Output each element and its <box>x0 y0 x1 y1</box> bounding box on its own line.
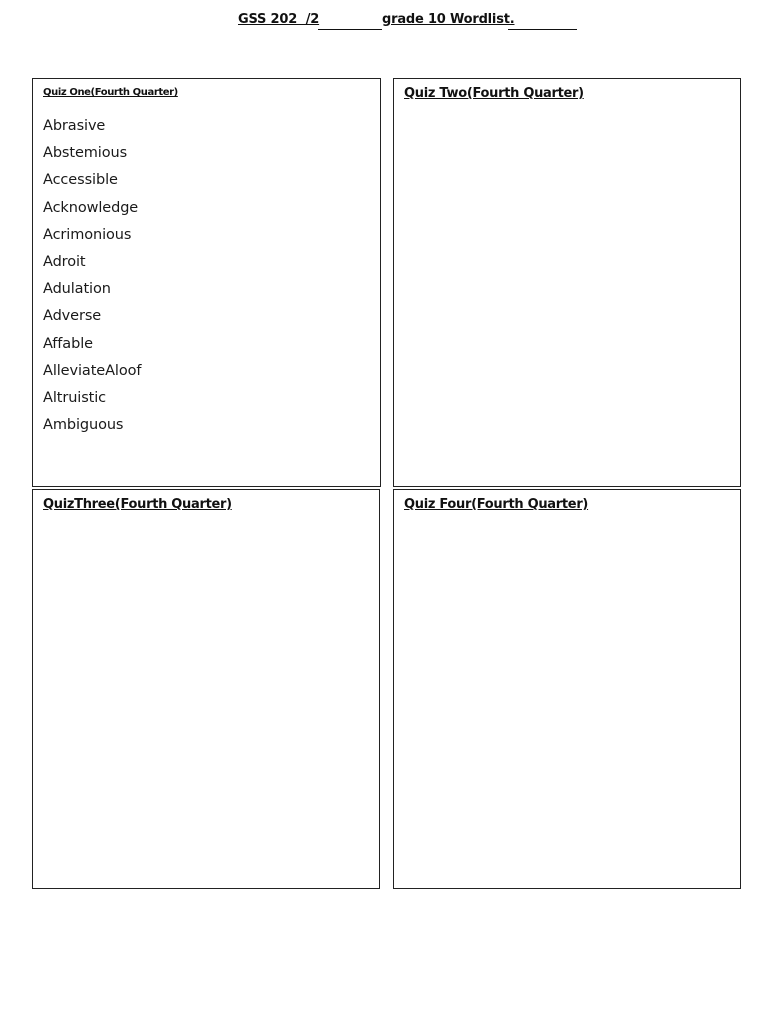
word-item: Abrasive <box>43 118 106 134</box>
word-item: Adulation <box>43 281 111 298</box>
word-item: Accessible <box>43 172 118 189</box>
quiz-two-title: Quiz Two(Fourth Quarter) <box>404 86 584 101</box>
quiz-two-box <box>393 78 741 487</box>
word-item: Acknowledge <box>43 199 139 216</box>
word-item: Ambiguous <box>43 417 124 434</box>
word-item: Affable <box>43 335 93 352</box>
word-item: Acrimonious <box>43 226 132 243</box>
word-item: Adroit <box>43 253 86 270</box>
quiz-one-box <box>32 78 381 487</box>
quiz-one-title: Quiz One(Fourth Quarter) <box>43 87 178 98</box>
page-header <box>0 12 768 34</box>
quiz-four-title: Quiz Four(Fourth Quarter) <box>404 497 589 512</box>
quiz-three-title: QuizThree(Fourth Quarter) <box>43 497 232 512</box>
quiz-four-box <box>393 489 741 889</box>
quiz-one-word-list <box>43 113 141 439</box>
header-underline-trailing <box>508 29 577 30</box>
word-item: Adverse <box>43 308 102 325</box>
word-item: Altruistic <box>43 389 107 406</box>
quiz-three-box <box>32 489 380 889</box>
course-code: GSS 202 /2 <box>238 12 320 27</box>
header-underline-gap <box>318 29 382 30</box>
word-item: AlleviateAloof <box>43 362 142 379</box>
wordlist-title: grade 10 Wordlist. <box>382 12 515 27</box>
word-item: Abstemious <box>43 145 128 162</box>
